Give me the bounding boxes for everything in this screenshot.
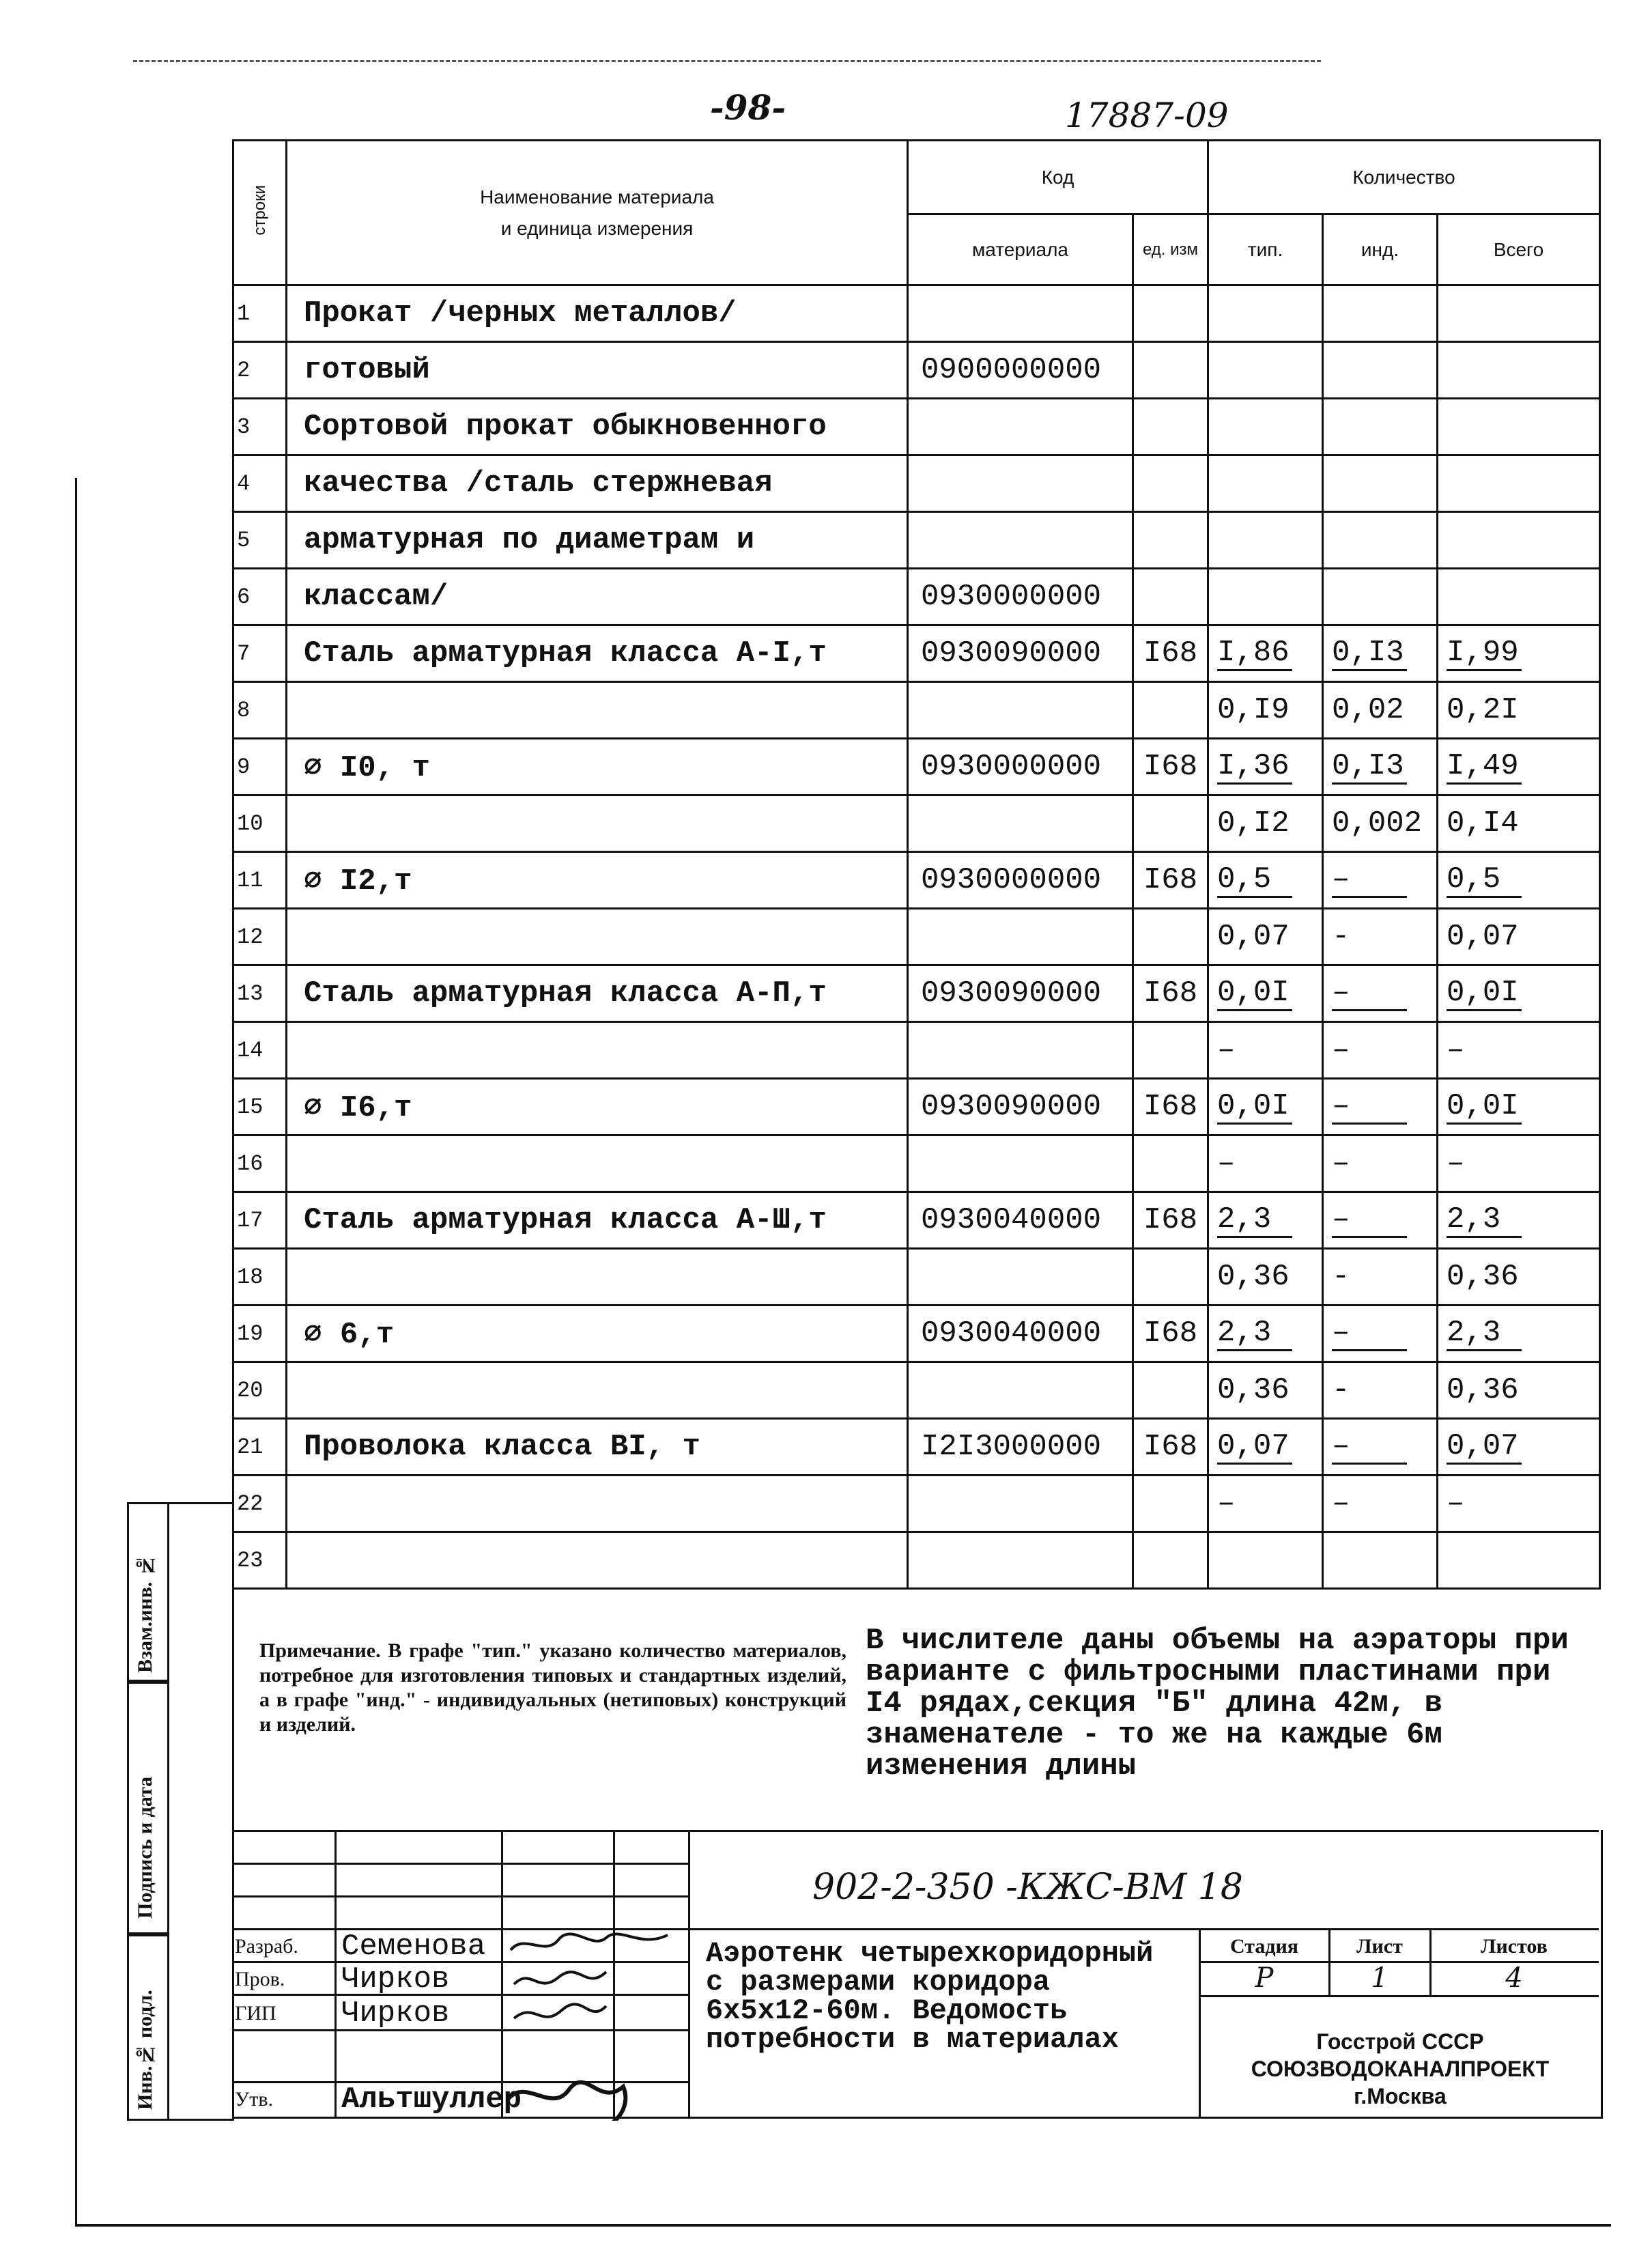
material-code: [908, 1476, 1133, 1532]
qty-total: 0,36: [1438, 1362, 1600, 1419]
qty-typ: –: [1208, 1022, 1323, 1079]
row-number: 12: [233, 909, 287, 965]
unit-code: I68: [1133, 1192, 1208, 1249]
qty-total: [1438, 512, 1600, 569]
qty-ind: –: [1323, 1022, 1438, 1079]
material-code: I2I3000000: [908, 1419, 1133, 1476]
bottom-border-rule: [75, 2224, 1611, 2227]
qty-typ: 0,07: [1208, 909, 1323, 965]
table-row: [233, 1249, 1600, 1306]
material-code: [908, 1022, 1133, 1079]
qty-total: [1438, 455, 1600, 512]
qty-total: [1438, 285, 1600, 342]
document-number: 17887-09: [1065, 96, 1229, 135]
qty-typ: 2,3: [1208, 1306, 1323, 1362]
name-developer: Семенова: [341, 1930, 486, 1964]
unit-code: [1133, 285, 1208, 342]
row-number: 9: [233, 739, 287, 795]
material-code: 0930000000: [908, 739, 1133, 795]
stage-label: Стадия: [1229, 1935, 1299, 1958]
qty-typ: 0,5: [1208, 852, 1323, 909]
table-row: [233, 795, 1600, 852]
qty-ind: –: [1323, 1419, 1438, 1476]
header-code-unit: ед. изм: [1133, 214, 1208, 285]
material-name: [287, 1022, 908, 1079]
qty-typ: 0,36: [1208, 1249, 1323, 1306]
stamp-line: [1429, 1928, 1432, 1995]
unit-code: [1133, 512, 1208, 569]
org-institute: СОЮЗВОДОКАНАЛПРОЕКТ: [1251, 2057, 1550, 2081]
qty-ind: [1323, 455, 1438, 512]
qty-ind: 0,02: [1323, 682, 1438, 739]
top-rule: [133, 60, 1321, 62]
qty-typ: [1208, 399, 1323, 455]
table-row: [233, 1476, 1600, 1532]
unit-code: [1133, 1532, 1208, 1589]
material-code: [908, 399, 1133, 455]
material-code: [908, 682, 1133, 739]
sheets-label: Листов: [1481, 1935, 1548, 1958]
org-city: г.Москва: [1354, 2084, 1447, 2108]
qty-ind: -: [1323, 1362, 1438, 1419]
qty-typ: [1208, 512, 1323, 569]
row-number: 5: [233, 512, 287, 569]
qty-typ: [1208, 285, 1323, 342]
unit-code: [1133, 455, 1208, 512]
row-number: 2: [233, 342, 287, 399]
signature-developer: [511, 1934, 668, 1950]
material-code: [908, 909, 1133, 965]
unit-code: I68: [1133, 739, 1208, 795]
material-code: [908, 1532, 1133, 1589]
header-qty-total: Всего: [1438, 214, 1600, 285]
material-name: Сталь арматурная класса А-П,т: [287, 965, 908, 1022]
table-row: [233, 965, 1600, 1022]
stamp-line: [232, 1863, 688, 1865]
material-code: [908, 1249, 1133, 1306]
page-number: -98-: [710, 87, 786, 128]
stamp-line: [501, 1830, 503, 2117]
row-number: 13: [233, 965, 287, 1022]
material-name: Проволока класса BI, т: [287, 1419, 908, 1476]
role-chief-engineer: ГИП: [235, 2002, 276, 2024]
material-name: ∅ I2,т: [287, 852, 908, 909]
row-number: 14: [233, 1022, 287, 1079]
unit-code: [1133, 1476, 1208, 1532]
qty-total: –: [1438, 1476, 1600, 1532]
material-code: [908, 1362, 1133, 1419]
material-name: [287, 909, 908, 965]
material-code: 0930000000: [908, 852, 1133, 909]
name-chief-engineer: Чирков: [341, 1996, 450, 2031]
qty-total: 0,36: [1438, 1249, 1600, 1306]
role-checker: Пров.: [235, 1968, 285, 1990]
qty-ind: [1323, 342, 1438, 399]
material-code: 0930000000: [908, 569, 1133, 625]
header-code-material: материала: [908, 214, 1133, 285]
sheets-value: 4: [1505, 1962, 1523, 1994]
stamp-line: [688, 1830, 690, 2117]
row-number: 1: [233, 285, 287, 342]
qty-typ: –: [1208, 1476, 1323, 1532]
material-name: [287, 1135, 908, 1192]
qty-typ: 0,0I: [1208, 1079, 1323, 1135]
table-row: [233, 1532, 1600, 1589]
header-qty-typ: тип.: [1208, 214, 1323, 285]
table-row: [233, 1362, 1600, 1419]
qty-total: –: [1438, 1135, 1600, 1192]
note-right: В числителе даны объемы на аэраторы при варианте с фильтросными пластинами при I4 рядах,секция "Б" длина 42м, в знаменателе - то же на каждые 6м изменения длины: [866, 1624, 1569, 1783]
qty-ind: [1323, 285, 1438, 342]
header-name: Наименование материала и единица измерения: [287, 141, 908, 285]
table-row: [233, 1306, 1600, 1362]
row-number: 15: [233, 1079, 287, 1135]
stamp-line: [232, 1895, 688, 1897]
sheet-value: 1: [1371, 1962, 1388, 1994]
signature-approver: [507, 2083, 625, 2121]
sheet-label: Лист: [1356, 1935, 1403, 1958]
qty-total: 0,5: [1438, 852, 1600, 909]
signature-checker: [514, 1972, 606, 1984]
unit-code: [1133, 1249, 1208, 1306]
stamp-line: [232, 1830, 1599, 1832]
qty-total: 0,0I: [1438, 965, 1600, 1022]
row-number: 11: [233, 852, 287, 909]
qty-typ: 0,36: [1208, 1362, 1323, 1419]
qty-total: 0,I4: [1438, 795, 1600, 852]
material-code: [908, 285, 1133, 342]
stamp-title: Аэротенк четырехкоридорный с размерами коридора 6х5х12-60м. Ведомость потребности в материалах: [706, 1937, 1154, 2056]
table-row: [233, 455, 1600, 512]
stamp-line: [1328, 1928, 1330, 1995]
unit-code: [1133, 342, 1208, 399]
table-row: [233, 1079, 1600, 1135]
unit-code: [1133, 795, 1208, 852]
material-name: ∅ 6,т: [287, 1306, 908, 1362]
material-name: классам/: [287, 569, 908, 625]
organization: [1201, 2028, 1599, 2110]
table-row: [233, 399, 1600, 455]
qty-total: –: [1438, 1022, 1600, 1079]
material-name: ∅ I6,т: [287, 1079, 908, 1135]
qty-ind: –: [1323, 1079, 1438, 1135]
row-number: 18: [233, 1249, 287, 1306]
row-number: 7: [233, 625, 287, 682]
row-number: 3: [233, 399, 287, 455]
margin-sign-date: Подпись и дата: [134, 1776, 156, 1919]
row-number: 19: [233, 1306, 287, 1362]
qty-ind: [1323, 1532, 1438, 1589]
material-code: 0900000000: [908, 342, 1133, 399]
material-name: [287, 1532, 908, 1589]
margin-inv-ref: Взам.инв. №: [134, 1554, 156, 1673]
left-border-rule: [75, 478, 77, 2226]
qty-typ: 0,I9: [1208, 682, 1323, 739]
unit-code: [1133, 569, 1208, 625]
qty-typ: I,86: [1208, 625, 1323, 682]
material-code: [908, 795, 1133, 852]
note-left: Примечание. В графе "тип." указано количество материалов, потребное для изготовления типовых и стандартных изделий, а в графе "инд." - индивидуальных (нетиповых) конструкций и изделий.: [259, 1639, 846, 1736]
table-row: [233, 1419, 1600, 1476]
material-code: 0930090000: [908, 1079, 1133, 1135]
material-name: Прокат /черных металлов/: [287, 285, 908, 342]
qty-typ: I,36: [1208, 739, 1323, 795]
signatures: [504, 1930, 681, 2121]
qty-ind: [1323, 512, 1438, 569]
table-row: [233, 909, 1600, 965]
stage-value: Р: [1255, 1962, 1274, 1994]
material-code: [908, 1135, 1133, 1192]
qty-total: 0,07: [1438, 909, 1600, 965]
material-code: 0930090000: [908, 625, 1133, 682]
qty-ind: 0,I3: [1323, 739, 1438, 795]
qty-ind: [1323, 569, 1438, 625]
material-code: [908, 455, 1133, 512]
qty-ind: [1323, 399, 1438, 455]
material-name: [287, 795, 908, 852]
stamp-code: 902-2-350 -КЖС-ВМ 18: [812, 1867, 1244, 1908]
qty-total: [1438, 569, 1600, 625]
unit-code: [1133, 909, 1208, 965]
unit-code: [1133, 1135, 1208, 1192]
qty-ind: –: [1323, 1192, 1438, 1249]
row-number: 6: [233, 569, 287, 625]
material-code: 0930040000: [908, 1306, 1133, 1362]
qty-total: 0,2I: [1438, 682, 1600, 739]
material-name: качества /сталь стержневая: [287, 455, 908, 512]
row-number: 22: [233, 1476, 287, 1532]
stamp-line: [334, 1830, 337, 2117]
materials-table: [232, 139, 1601, 1590]
unit-code: I68: [1133, 1419, 1208, 1476]
unit-code: I68: [1133, 965, 1208, 1022]
stamp-line: [1199, 1995, 1599, 1997]
qty-ind: -: [1323, 1249, 1438, 1306]
qty-total: [1438, 399, 1600, 455]
material-name: [287, 682, 908, 739]
material-code: 0930090000: [908, 965, 1133, 1022]
qty-typ: [1208, 1532, 1323, 1589]
material-code: 0930040000: [908, 1192, 1133, 1249]
table-row: [233, 285, 1600, 342]
role-developer: Разраб.: [235, 1935, 298, 1958]
unit-code: I68: [1133, 1079, 1208, 1135]
row-number: 16: [233, 1135, 287, 1192]
qty-typ: 0,0I: [1208, 965, 1323, 1022]
header-row-no: строки: [233, 141, 287, 285]
qty-ind: –: [1323, 1306, 1438, 1362]
qty-typ: [1208, 569, 1323, 625]
name-approver: Альтшуллер: [341, 2083, 522, 2117]
table-row: [233, 342, 1600, 399]
material-name: ∅ I0, т: [287, 739, 908, 795]
qty-total: 0,07: [1438, 1419, 1600, 1476]
signature-chief-engineer: [514, 2004, 606, 2018]
qty-ind: –: [1323, 852, 1438, 909]
row-number: 21: [233, 1419, 287, 1476]
table-row: [233, 569, 1600, 625]
material-name: Сталь арматурная класса А-I,т: [287, 625, 908, 682]
qty-ind: 0,002: [1323, 795, 1438, 852]
qty-typ: –: [1208, 1135, 1323, 1192]
table-row: [233, 512, 1600, 569]
material-name: [287, 1476, 908, 1532]
unit-code: I68: [1133, 852, 1208, 909]
qty-total: [1438, 1532, 1600, 1589]
qty-ind: –: [1323, 1135, 1438, 1192]
stamp-line: [1199, 1928, 1201, 2117]
table-row: [233, 682, 1600, 739]
qty-typ: 0,I2: [1208, 795, 1323, 852]
table-row: [233, 1022, 1600, 1079]
table-row: [233, 852, 1600, 909]
table-row: [233, 625, 1600, 682]
unit-code: [1133, 682, 1208, 739]
material-name: [287, 1362, 908, 1419]
unit-code: I68: [1133, 625, 1208, 682]
table-row: [233, 739, 1600, 795]
qty-total: I,99: [1438, 625, 1600, 682]
qty-total: 2,3: [1438, 1192, 1600, 1249]
row-number: 17: [233, 1192, 287, 1249]
role-approver: Утв.: [235, 2088, 274, 2111]
material-name: Сортовой прокат обыкновенного: [287, 399, 908, 455]
name-checker: Чирков: [341, 1962, 450, 1996]
material-code: [908, 512, 1133, 569]
unit-code: [1133, 1362, 1208, 1419]
qty-total: I,49: [1438, 739, 1600, 795]
row-number: 8: [233, 682, 287, 739]
unit-code: [1133, 1022, 1208, 1079]
header-code: Код: [908, 141, 1208, 214]
table-row: [233, 1135, 1600, 1192]
row-number: 10: [233, 795, 287, 852]
material-name: готовый: [287, 342, 908, 399]
row-number: 23: [233, 1532, 287, 1589]
header-qty-ind: инд.: [1323, 214, 1438, 285]
margin-cell-blank: [165, 1502, 234, 2121]
qty-ind: –: [1323, 965, 1438, 1022]
qty-ind: -: [1323, 909, 1438, 965]
qty-typ: [1208, 455, 1323, 512]
qty-typ: [1208, 342, 1323, 399]
material-name: [287, 1249, 908, 1306]
table-row: [233, 1192, 1600, 1249]
qty-total: [1438, 342, 1600, 399]
unit-code: I68: [1133, 1306, 1208, 1362]
qty-ind: –: [1323, 1476, 1438, 1532]
row-number: 4: [233, 455, 287, 512]
material-name: Сталь арматурная класса А-Ш,т: [287, 1192, 908, 1249]
unit-code: [1133, 399, 1208, 455]
material-name: арматурная по диаметрам и: [287, 512, 908, 569]
margin-inv-orig: Инв.№ подл.: [134, 1990, 156, 2110]
header-quantity: Количество: [1208, 141, 1600, 214]
qty-total: 2,3: [1438, 1306, 1600, 1362]
qty-ind: 0,I3: [1323, 625, 1438, 682]
row-number: 20: [233, 1362, 287, 1419]
qty-typ: 2,3: [1208, 1192, 1323, 1249]
org-ministry: Госстрой СССР: [1316, 2029, 1484, 2054]
qty-typ: 0,07: [1208, 1419, 1323, 1476]
qty-total: 0,0I: [1438, 1079, 1600, 1135]
